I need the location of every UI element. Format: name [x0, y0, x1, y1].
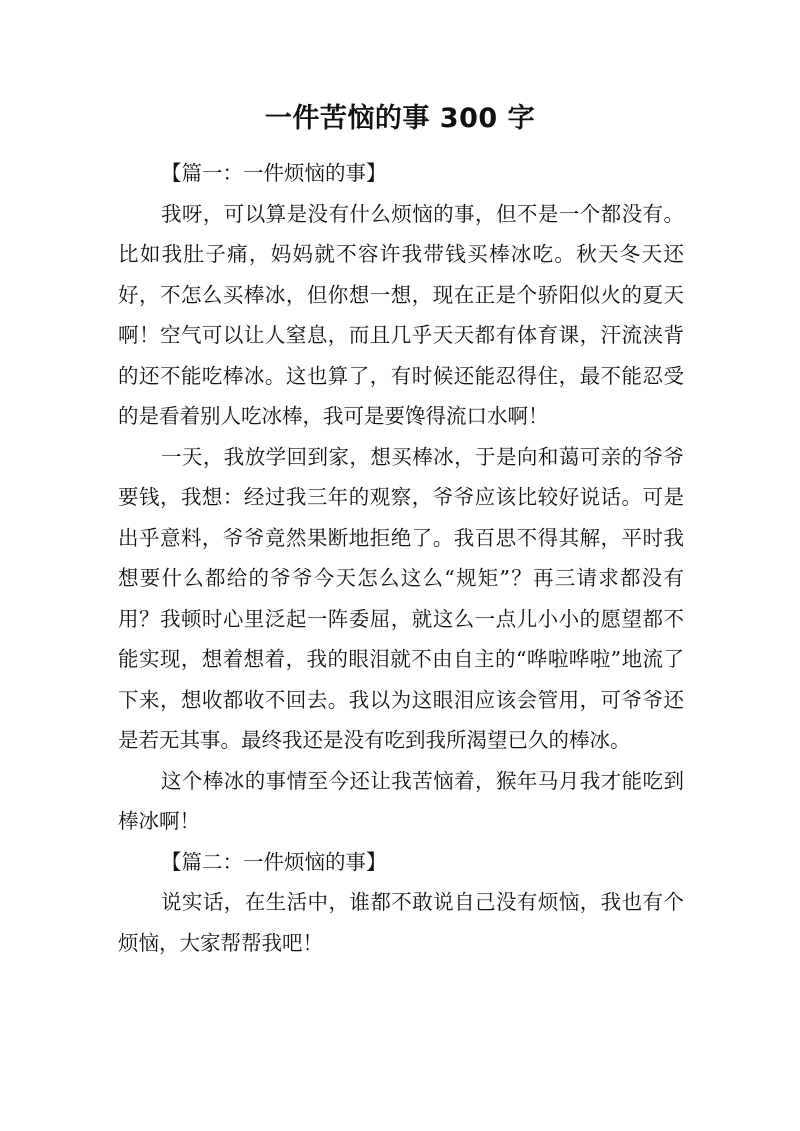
paragraph: 我呀，可以算是没有什么烦恼的事，但不是一个都没有。比如我肚子痛，妈妈就不容许我带钱买棒冰吃。秋天冬天还好，不怎么买棒冰，但你想一想，现在正是个骄阳似火的夏天啊！空气可以让人窒息，而且几乎天天都有体育课，汗流浃背的还不能吃棒冰。这也算了，有时候还能忍得住，最不能忍受的是看着别人吃冰棒，我可是要馋得流口水啊！ [118, 201, 684, 428]
document-title: 一件苦恼的事 300 字 [264, 103, 536, 134]
section-heading-2: 【篇二：一件烦恼的事】 [161, 849, 387, 874]
paragraph: 这个棒冰的事情至今还让我苦恼着，猴年马月我才能吃到棒冰啊！ [118, 768, 684, 833]
document-body [118, 153, 684, 963]
section-heading-1: 【篇一：一件烦恼的事】 [161, 161, 387, 185]
paragraph: 说实话，在生活中，谁都不敢说自己没有烦恼，我也有个烦恼，大家帮帮我吧！ [118, 890, 684, 955]
paragraph: 一天，我放学回到家，想买棒冰，于是向和蔼可亲的爷爷要钱，我想：经过我三年的观察，爷爷应该比较好说话。可是出乎意料，爷爷竟然果断地拒绝了。我百思不得其解，平时我想要什么都给的爷爷今天怎么这么“规矩”？再三请求都没有用？我顿时心里泛起一阵委屈，就这么一点儿小小的愿望都不能实现，想着想着，我的眼泪就不由自主的“哗啦哗啦”地流了下来，想收都收不回去。我以为这眼泪应该会管用，可爷爷还是若无其事。最终我还是没有吃到我所渴望已久的棒冰。 [118, 444, 684, 752]
